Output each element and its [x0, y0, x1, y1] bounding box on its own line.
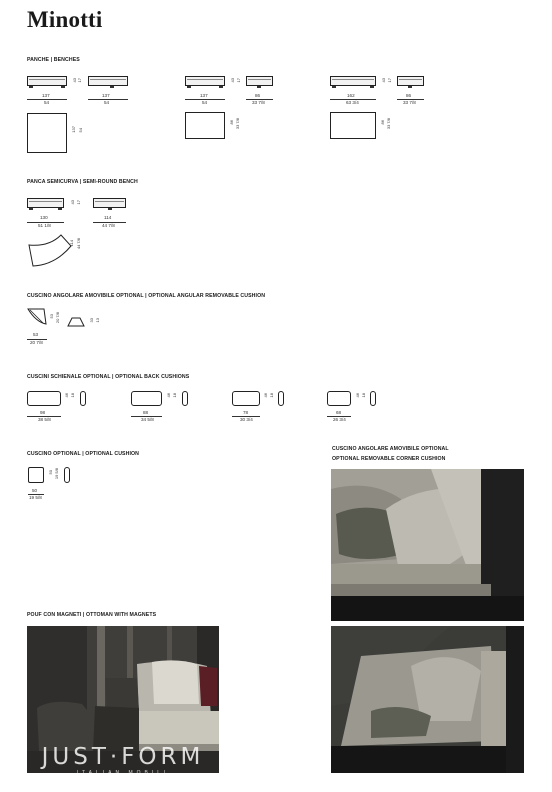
- optional-cushion-heading: CUSCINO OPTIONAL | OPTIONAL CUSHION: [27, 451, 139, 457]
- bench-side-view: [88, 76, 128, 86]
- semi-round-heading: PANCA SEMICURVA | SEMI-ROUND BENCH: [27, 179, 138, 185]
- corner-cushion-heading-it: CUSCINO ANGOLARE AMOVIBILE OPTIONAL: [332, 446, 449, 452]
- corner-cushion-photo-1: [331, 469, 524, 621]
- angular-cushion-side-view: [66, 316, 86, 328]
- semi-round-top-view: [27, 232, 73, 268]
- angular-heading: CUSCINO ANGOLARE AMOVIBILE OPTIONAL | OPTIONAL ANGULAR REMOVABLE CUSHION: [27, 293, 266, 299]
- brand-logo: Minotti: [27, 7, 103, 32]
- corner-cushion-heading-en: OPTIONAL REMOVABLE CORNER CUSHION: [332, 456, 446, 462]
- optional-cushion-front: [28, 467, 44, 483]
- corner-cushion-photo-2: [331, 626, 524, 773]
- semi-round-side-view: [93, 198, 126, 208]
- bench-front-view: [27, 76, 67, 86]
- semi-round-front-view: [27, 198, 64, 208]
- watermark-sub: ITALIAN MOBILI: [76, 770, 170, 776]
- ottoman-heading: POUF CON MAGNETI | OTTOMAN WITH MAGNETS: [27, 612, 157, 618]
- bench-top-view: [27, 113, 67, 153]
- back-cushions-heading: CUSCINI SCHIENALE OPTIONAL | OPTIONAL BACK CUSHIONS: [27, 374, 190, 380]
- angular-cushion-top-view: [26, 306, 48, 328]
- optional-cushion-side: [64, 467, 70, 483]
- benches-heading: PANCHE | BENCHES: [27, 57, 80, 63]
- watermark: JUST·FORM: [41, 744, 205, 770]
